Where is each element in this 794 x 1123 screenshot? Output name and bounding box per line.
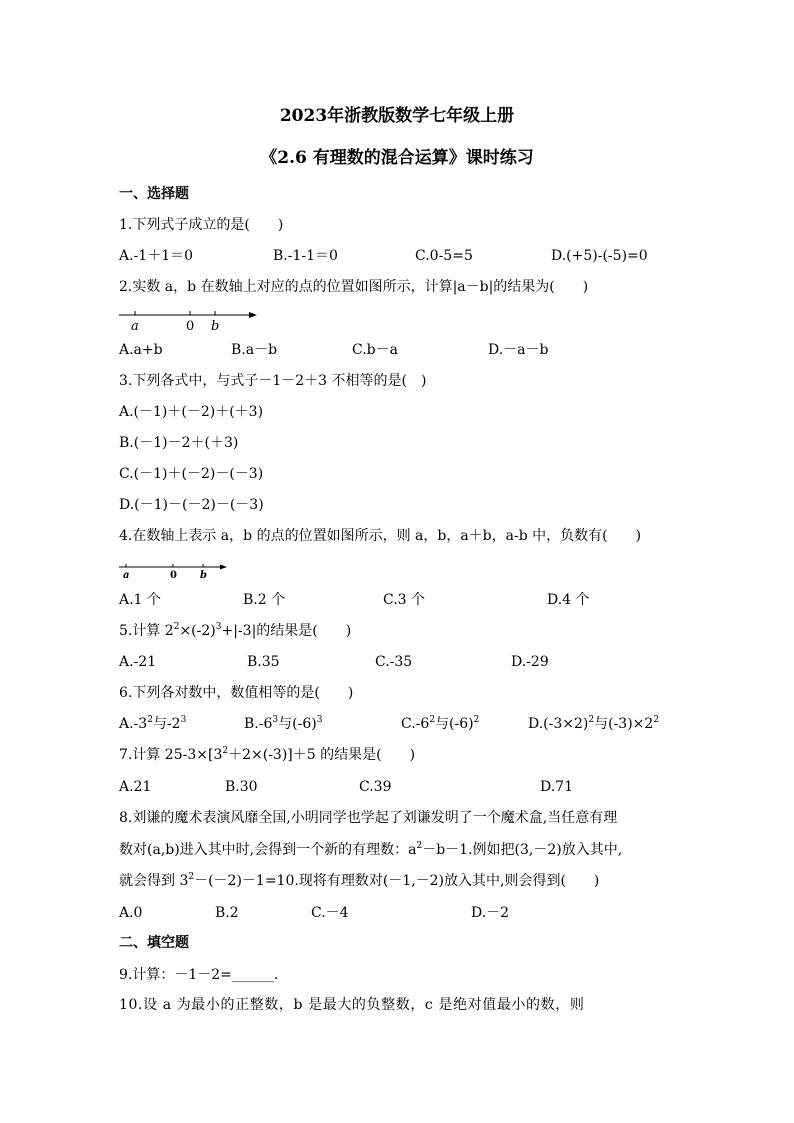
question-4-numberline-label-0: 0: [170, 570, 177, 581]
question-5-stem: 5.计算 $2^2\times(-2)^3+|-3|$的结果是( ): [119, 622, 352, 639]
question-3-option-d: D.(－1)－(－2)－(－3): [119, 497, 264, 513]
question-4-number-line: [119, 559, 234, 581]
question-3-stem: 3.下列各式中，与式子－1－2＋3 不相等的是( ): [119, 373, 427, 389]
question-7-option-d: D.71: [540, 779, 573, 795]
question-2-numberline-label-b: b: [211, 319, 220, 332]
question-4-numberline-label-a: a: [123, 570, 130, 581]
question-2-stem: 2.实数 a，b 在数轴上对应的点的位置如图所示，计算|a－b|的结果为( ): [119, 279, 589, 295]
question-7-stem: 7.计算 $25-3\times[3^2+2\times(-3)]+5$ 的结果是( ): [119, 746, 416, 763]
question-2-option-b: B.a－b: [231, 342, 278, 358]
question-6-option-b: $B.-6^3$与$(-6)^3$: [244, 715, 323, 732]
question-3-option-c: C.(－1)＋(－2)－(－3): [119, 466, 264, 482]
question-5-option-a: A.-21: [119, 654, 157, 670]
document-title: 2023年浙教版数学七年级上册: [279, 106, 515, 126]
question-3-option-b: B.(－1)－2＋(＋3): [119, 435, 239, 451]
document-subtitle: 《2.6 有理数的混合运算》课时练习: [260, 148, 534, 168]
question-3-option-a: A.(－1)＋(－2)＋(＋3): [119, 404, 264, 420]
question-5-option-b: B.35: [247, 654, 280, 670]
question-2-option-d: D.－a－b: [488, 342, 549, 358]
question-8-option-a: A.0: [119, 905, 143, 921]
question-2-numberline-label-0: 0: [186, 319, 195, 332]
question-2-numberline-label-a: a: [131, 319, 139, 332]
section-heading-fill: 二、填空题: [119, 935, 189, 951]
question-2-number-line: [119, 304, 264, 332]
question-4-option-d: D.4 个: [547, 592, 590, 608]
question-2-option-a: A.a+b: [119, 342, 163, 358]
question-4-option-a: A.1 个: [119, 592, 161, 608]
question-1-option-a: A.-1＋1＝0: [119, 248, 194, 264]
question-8-option-d: D.－2: [471, 905, 510, 921]
question-1-option-b: B.-1-1＝0: [273, 248, 338, 264]
question-5-option-c: C.-35: [375, 654, 413, 670]
question-4-option-b: B.2 个: [243, 592, 286, 608]
question-6-stem: 6.下列各对数中，数值相等的是( ): [119, 685, 354, 701]
question-1-option-c: C.0-5=5: [415, 248, 473, 264]
question-1-option-d: D.(+5)-(-5)=0: [551, 248, 648, 264]
question-4-stem: 4.在数轴上表示 a，b 的点的位置如图所示，则 a，b，a＋b，a-b 中，负数有( ): [119, 528, 642, 544]
question-6-option-c: $C.-6^2$与$(-6)^2$: [401, 715, 480, 732]
question-8-option-b: B.2: [215, 905, 239, 921]
question-1-stem: 1.下列式子成立的是( ): [119, 217, 284, 233]
question-9-stem: 9.计算：－1－2=______.: [119, 967, 279, 983]
question-8-line-3: 就会得到 $3^2-(-2)-1=10$.现将有理数对(－1,－2)放入其中,则会得到( ): [119, 872, 600, 889]
question-6-option-a: $A.-3^2$与$-2^3$: [119, 715, 187, 732]
question-8-line-1: 8.刘谦的魔术表演风靡全国,小明同学也学起了刘谦发明了一个魔术盒,当任意有理: [119, 810, 618, 826]
question-9-answer-blank[interactable]: ______: [231, 967, 274, 983]
question-5-option-d: D.-29: [511, 654, 549, 670]
question-2-option-c: C.b－a: [352, 342, 398, 358]
question-7-option-b: B.30: [225, 779, 258, 795]
question-8-option-c: C.－4: [311, 905, 349, 921]
section-heading-choice: 一、选择题: [119, 186, 189, 202]
question-7-option-c: C.39: [359, 779, 392, 795]
question-7-option-a: A.21: [119, 779, 152, 795]
question-6-option-d: $D.(-3\times 2)^2$与$(-3)\times 2^2$: [528, 715, 660, 732]
question-8-line-2: 数对(a,b)进入其中时,会得到一个新的有理数：$a^2-b-1$.例如把(3,－2)放入其中,: [119, 841, 623, 858]
question-4-numberline-label-b: b: [200, 570, 207, 581]
question-4-option-c: C.3 个: [383, 592, 426, 608]
question-10-stem: 10.设 a 为最小的正整数，b 是最大的负整数，c 是绝对值最小的数，则: [119, 997, 585, 1013]
